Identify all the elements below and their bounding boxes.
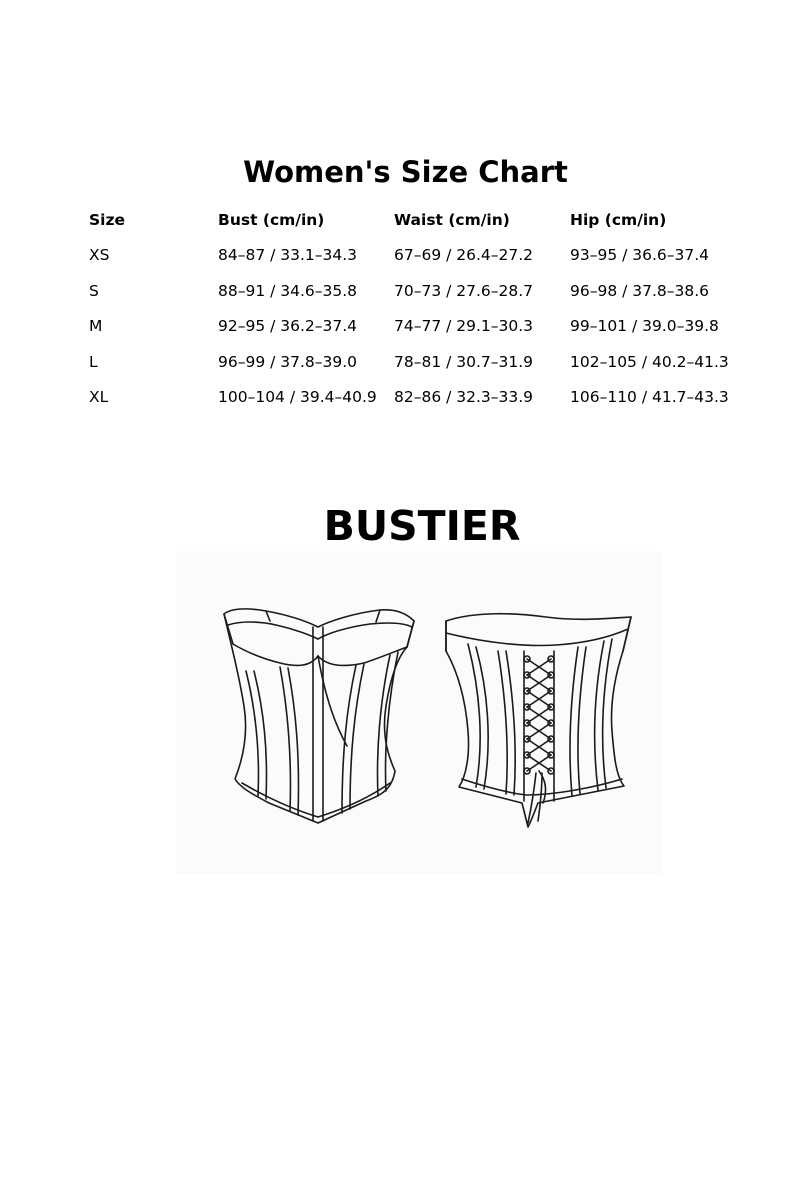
bustier-back-icon bbox=[446, 614, 631, 827]
cell-bust: 100–104 / 39.4–40.9 bbox=[218, 388, 377, 407]
cell-waist: 78–81 / 30.7–31.9 bbox=[394, 352, 534, 371]
table-header-row bbox=[89, 202, 740, 238]
cell-waist: 67–69 / 26.4–27.2 bbox=[394, 246, 534, 265]
cell-size: XL bbox=[89, 388, 109, 407]
table-row bbox=[89, 309, 740, 345]
cell-hip: 93–95 / 36.6–37.4 bbox=[570, 246, 710, 265]
cell-hip: 106–110 / 41.7–43.3 bbox=[570, 388, 729, 407]
cell-waist: 74–77 / 29.1–30.3 bbox=[394, 317, 534, 336]
bustier-front-icon bbox=[224, 609, 414, 823]
cell-bust: 92–95 / 36.2–37.4 bbox=[218, 317, 358, 336]
cell-size: XS bbox=[89, 246, 110, 265]
table-row bbox=[89, 238, 740, 274]
size-chart-title: Women's Size Chart bbox=[243, 155, 568, 189]
cell-size: S bbox=[89, 281, 99, 300]
cell-bust: 88–91 / 34.6–35.8 bbox=[218, 281, 358, 300]
cell-bust: 84–87 / 33.1–34.3 bbox=[218, 246, 358, 265]
cell-hip: 102–105 / 40.2–41.3 bbox=[570, 352, 729, 371]
table-row bbox=[89, 273, 740, 309]
cell-hip: 99–101 / 39.0–39.8 bbox=[570, 317, 719, 336]
cell-waist: 82–86 / 32.3–33.9 bbox=[394, 388, 534, 407]
table-row bbox=[89, 380, 740, 416]
table-row bbox=[89, 344, 740, 380]
header-hip: Hip (cm/in) bbox=[570, 210, 667, 229]
cell-bust: 96–99 / 37.8–39.0 bbox=[218, 352, 358, 371]
header-size: Size bbox=[89, 210, 126, 229]
header-waist: Waist (cm/in) bbox=[394, 210, 510, 229]
header-bust: Bust (cm/in) bbox=[218, 210, 325, 229]
size-chart-table bbox=[89, 202, 740, 415]
bustier-illustration bbox=[176, 551, 662, 874]
garment-title: BUSTIER bbox=[323, 502, 521, 550]
cell-size: L bbox=[89, 352, 98, 371]
cell-waist: 70–73 / 27.6–28.7 bbox=[394, 281, 534, 300]
cell-hip: 96–98 / 37.8–38.6 bbox=[570, 281, 710, 300]
cell-size: M bbox=[89, 317, 103, 336]
